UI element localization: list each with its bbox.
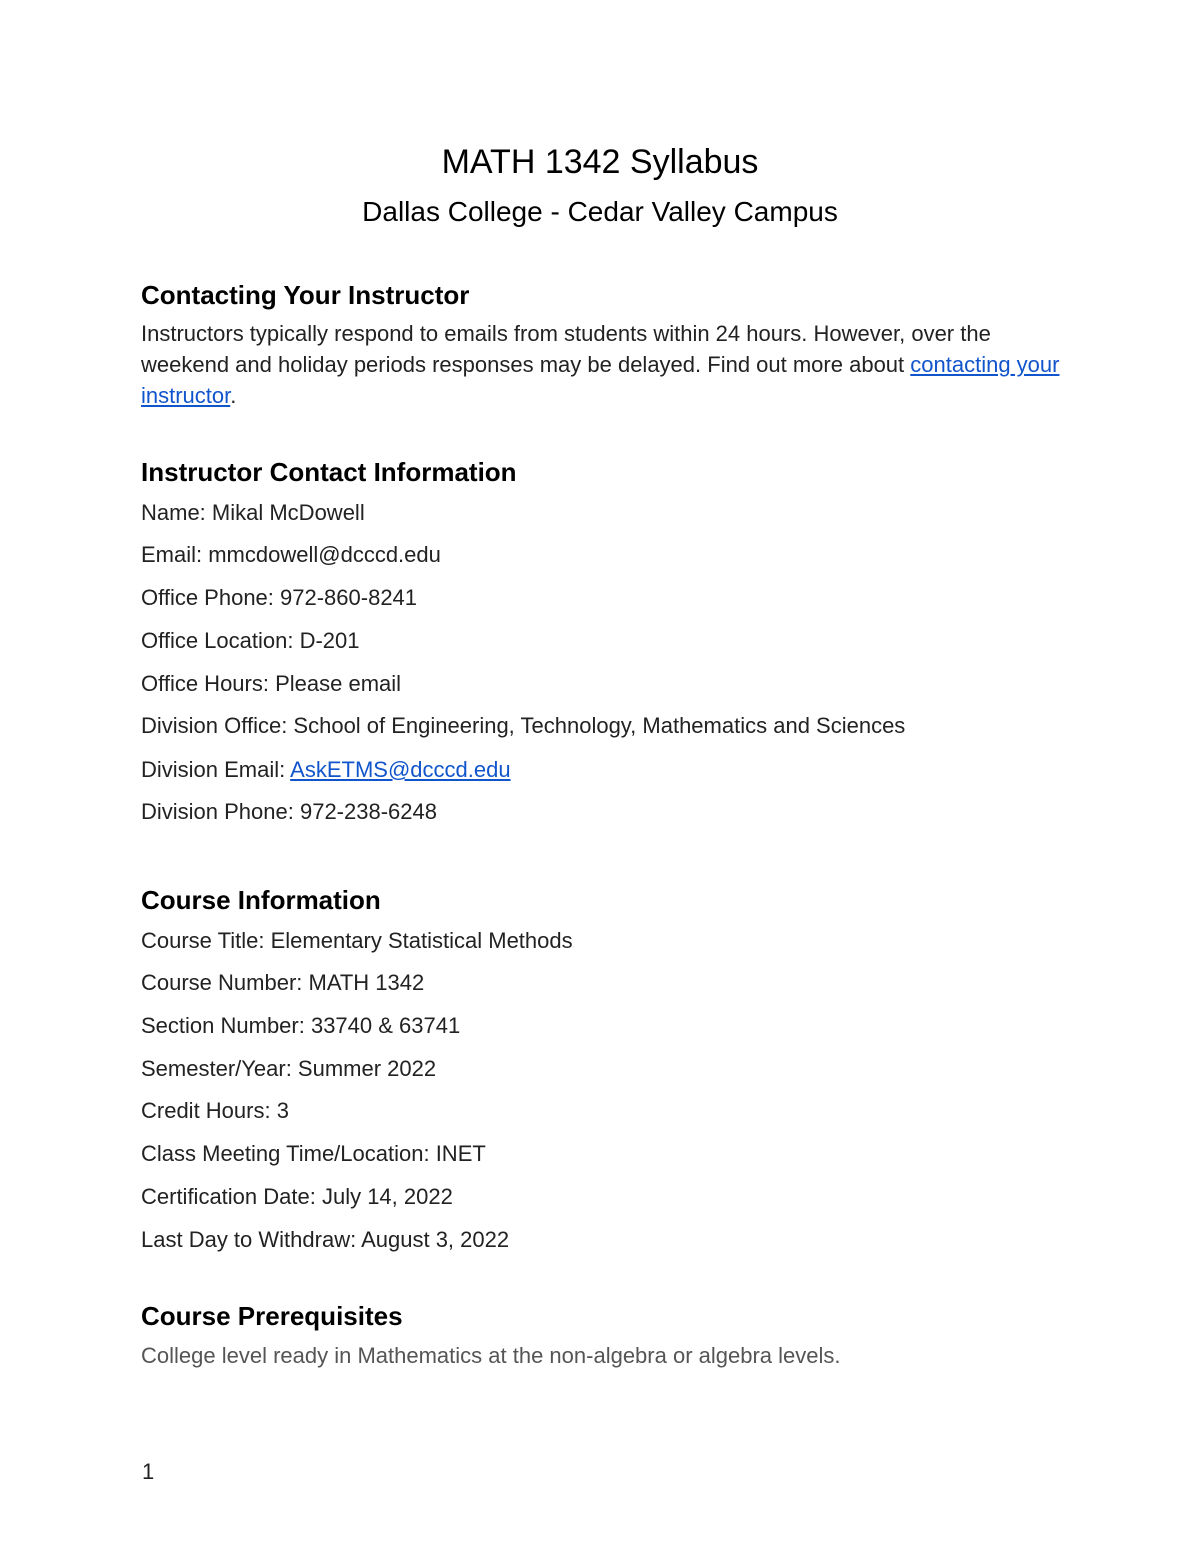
prerequisites-text: College level ready in Mathematics at the non-algebra or algebra levels.: [141, 1343, 841, 1368]
document-title: MATH 1342 Syllabus: [441, 143, 759, 181]
instructor-name: Name: Mikal McDowell: [141, 500, 365, 525]
contacting-instructor-link[interactable]: contacting your instructor: [141, 352, 1060, 408]
contacting-heading: Contacting Your Instructor: [141, 280, 470, 310]
instructor-office-hours: Office Hours: Please email: [141, 671, 402, 696]
course-meeting: Class Meeting Time/Location: INET: [141, 1141, 486, 1166]
instructor-heading: Instructor Contact Information: [141, 457, 517, 487]
course-semester: Semester/Year: Summer 2022: [141, 1056, 437, 1081]
instructor-office-phone: Office Phone: 972-860-8241: [141, 585, 418, 610]
contacting-text-end: .: [230, 383, 237, 408]
division-email-link[interactable]: AskETMS@dcccd.edu: [290, 757, 511, 782]
instructor-division-office: Division Office: School of Engineering, Technology, Mathematics and Sciences: [141, 713, 906, 738]
instructor-office-location: Office Location: D-201: [141, 628, 360, 653]
course-certification-date: Certification Date: July 14, 2022: [141, 1184, 453, 1209]
document-subtitle: Dallas College - Cedar Valley Campus: [362, 196, 838, 227]
course-heading: Course Information: [141, 885, 381, 915]
instructor-division-phone: Division Phone: 972-238-6248: [141, 799, 437, 824]
course-number: Course Number: MATH 1342: [141, 970, 425, 995]
contacting-text: Instructors typically respond to emails from students within 24 hours. However, over the weekend and holiday periods responses may be delayed. Find out more about: [141, 321, 991, 377]
instructor-email: Email: mmcdowell@dcccd.edu: [141, 542, 441, 567]
course-withdraw-date: Last Day to Withdraw: August 3, 2022: [141, 1227, 510, 1252]
course-title: Course Title: Elementary Statistical Methods: [141, 928, 573, 953]
instructor-division-email: [141, 755, 511, 785]
page-number: 1: [142, 1459, 155, 1484]
contacting-paragraph: [141, 318, 1061, 411]
division-email-label: Division Email:: [141, 757, 291, 782]
prerequisites-heading: Course Prerequisites: [141, 1301, 403, 1331]
course-section: Section Number: 33740 & 63741: [141, 1013, 461, 1038]
course-credit-hours: Credit Hours: 3: [141, 1098, 289, 1123]
